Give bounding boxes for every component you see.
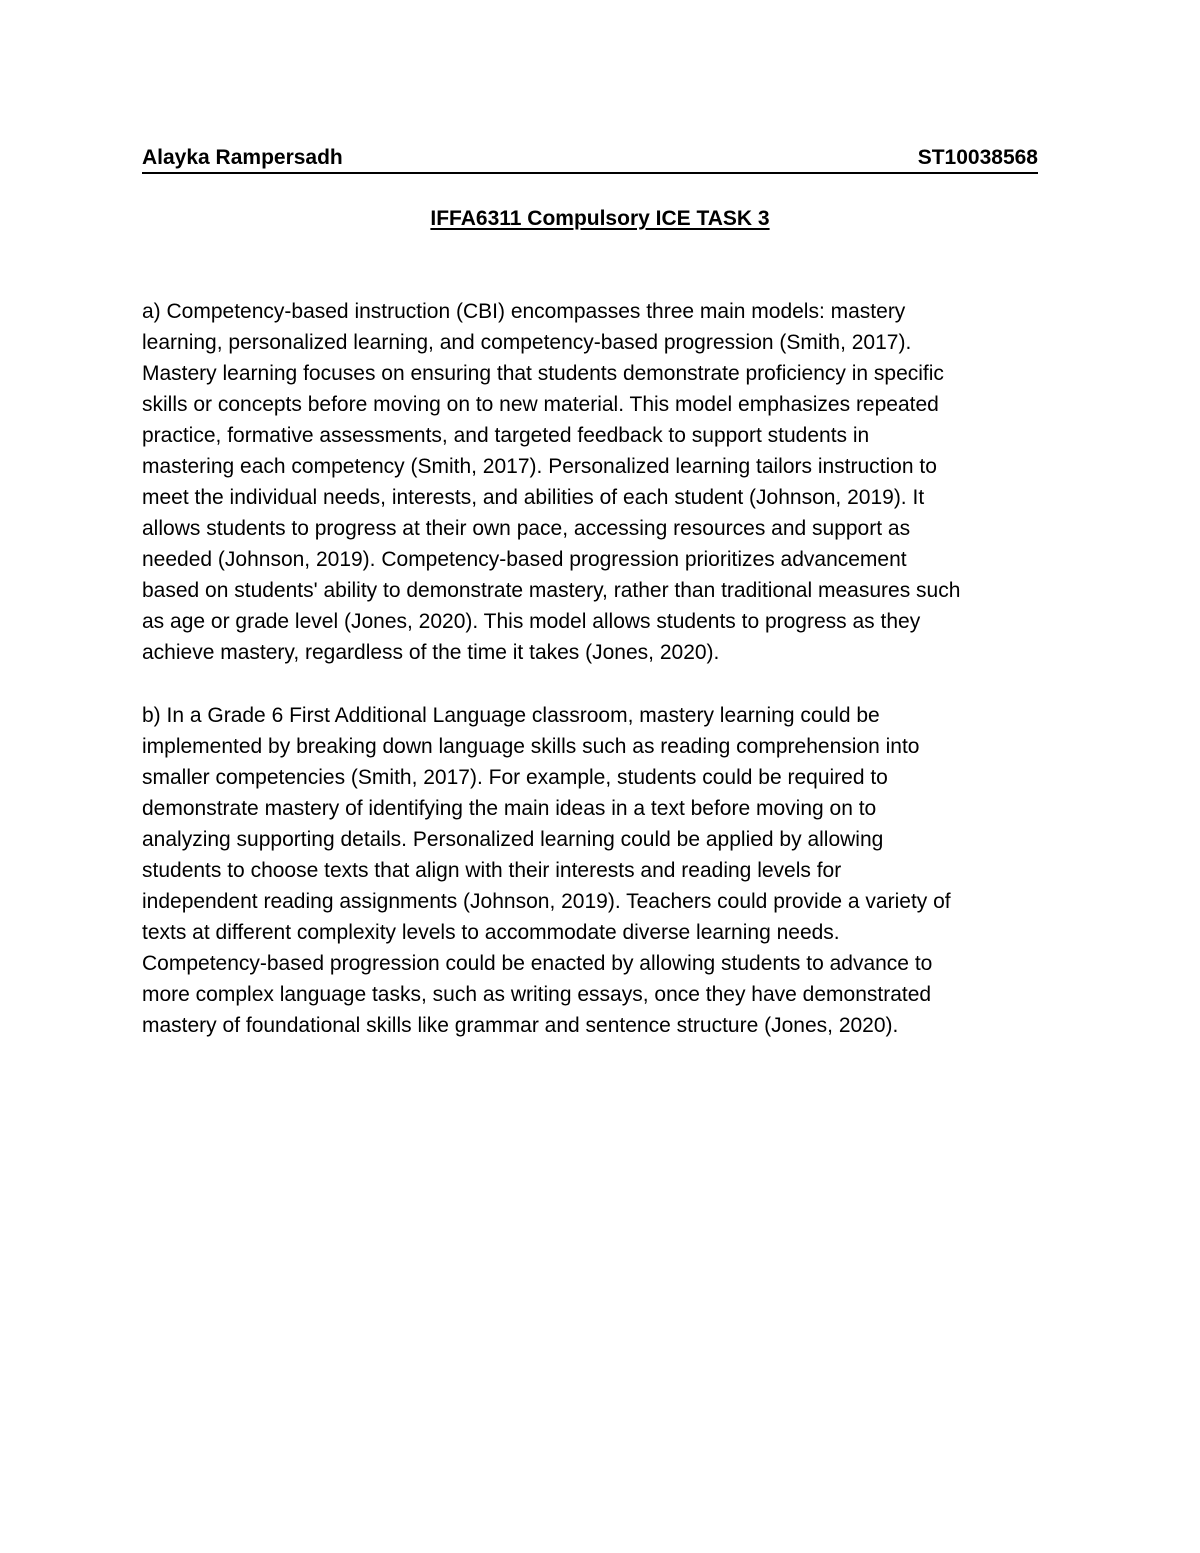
paragraph-a — [142, 296, 1072, 668]
paragraph-line: practice, formative assessments, and targeted feedback to support students in — [142, 424, 870, 447]
paragraph-line: Mastery learning focuses on ensuring that students demonstrate proficiency in specific — [142, 362, 944, 385]
paragraph-line: implemented by breaking down language skills such as reading comprehension into — [142, 735, 920, 758]
paragraph-line: demonstrate mastery of identifying the main ideas in a text before moving on to — [142, 797, 877, 820]
paragraph-line: a) Competency-based instruction (CBI) encompasses three main models: mastery — [142, 300, 906, 323]
student-id: ST10038568 — [917, 146, 1038, 169]
paragraph-line: learning, personalized learning, and competency-based progression (Smith, 2017). — [142, 331, 912, 354]
paragraph-line: skills or concepts before moving on to new material. This model emphasizes repeated — [142, 393, 939, 416]
header-line — [142, 144, 1038, 174]
paragraph-line: b) In a Grade 6 First Additional Language classroom, mastery learning could be — [142, 704, 880, 727]
document-title: IFFA6311 Compulsory ICE TASK 3 — [430, 207, 770, 230]
paragraph-line: meet the individual needs, interests, and abilities of each student (Johnson, 2019). It — [142, 486, 925, 509]
paragraph-line: mastering each competency (Smith, 2017). Personalized learning tailors instruction to — [142, 455, 937, 478]
paragraph-line: students to choose texts that align with their interests and reading levels for — [142, 859, 842, 882]
paragraph-line: independent reading assignments (Johnson, 2019). Teachers could provide a variety of — [142, 890, 951, 913]
paragraph-b — [142, 700, 1072, 1041]
paragraph-line: analyzing supporting details. Personalized learning could be applied by allowing — [142, 828, 884, 851]
author-name: Alayka Rampersadh — [142, 146, 343, 169]
paragraph-line: smaller competencies (Smith, 2017). For example, students could be required to — [142, 766, 888, 789]
paragraph-line: needed (Johnson, 2019). Competency-based progression prioritizes advancement — [142, 548, 907, 571]
paragraph-line: achieve mastery, regardless of the time it takes (Jones, 2020). — [142, 641, 720, 664]
paragraph-line: more complex language tasks, such as writing essays, once they have demonstrated — [142, 983, 932, 1006]
paragraph-line: Competency-based progression could be enacted by allowing students to advance to — [142, 952, 933, 975]
paragraph-line: mastery of foundational skills like grammar and sentence structure (Jones, 2020). — [142, 1014, 899, 1037]
paragraph-line: texts at different complexity levels to accommodate diverse learning needs. — [142, 921, 840, 944]
paragraph-line: allows students to progress at their own pace, accessing resources and support as — [142, 517, 911, 540]
paragraph-line: as age or grade level (Jones, 2020). This model allows students to progress as they — [142, 610, 921, 633]
paragraph-line: based on students' ability to demonstrate mastery, rather than traditional measures such — [142, 579, 961, 602]
